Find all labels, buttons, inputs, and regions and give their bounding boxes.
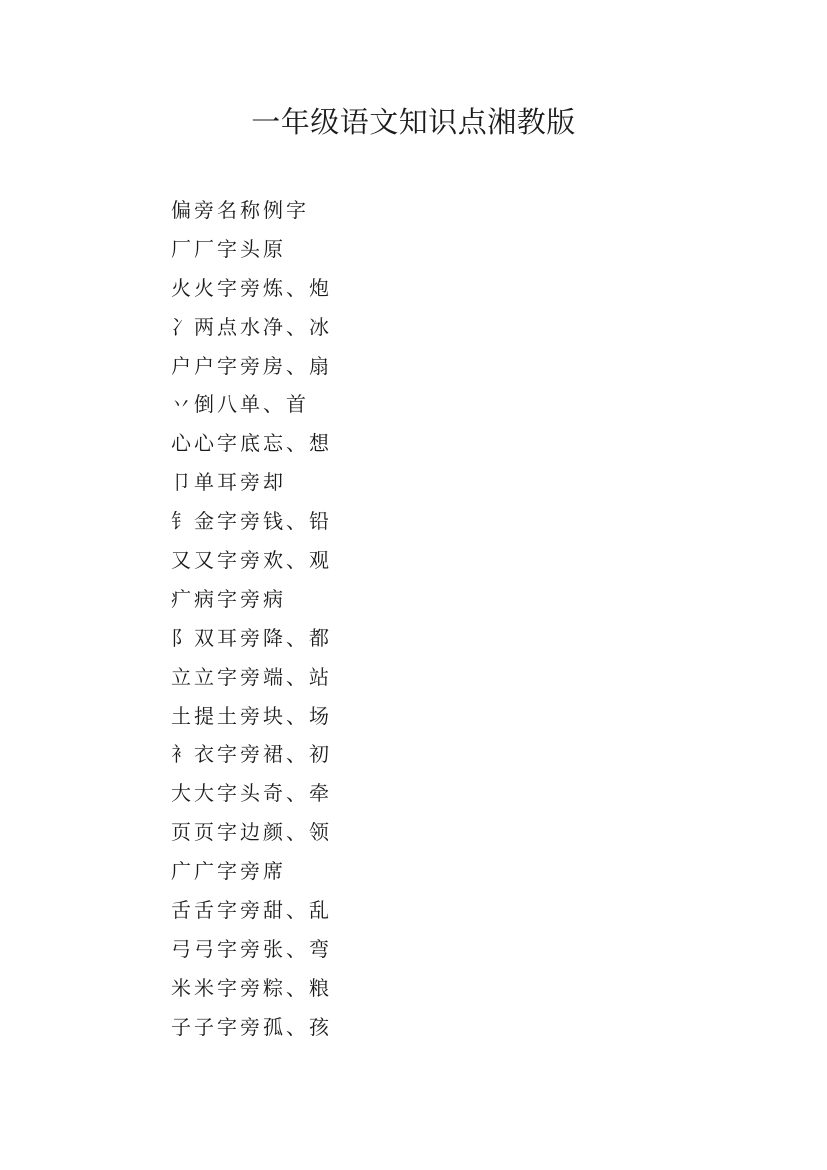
- document-title: 一年级语文知识点湘教版: [251, 105, 576, 139]
- radical-line: 阝双耳旁降、都: [171, 625, 332, 650]
- radical-line: 疒病字旁病: [171, 586, 286, 611]
- radical-line: 土提土旁块、场: [171, 703, 332, 728]
- radical-line: 页页字边颜、领: [171, 820, 332, 845]
- radical-line: 丷倒八单、首: [171, 392, 309, 417]
- radical-line: 大大字头奇、牵: [171, 781, 332, 806]
- radical-line: 火火字旁炼、炮: [171, 275, 332, 300]
- radical-line: 心心字底忘、想: [171, 431, 332, 456]
- radical-line: 又又字旁欢、观: [171, 548, 332, 573]
- radical-line: 广广字旁席: [171, 859, 286, 884]
- radical-line: 厂厂字头原: [171, 236, 286, 261]
- radical-line: 立立字旁端、站: [171, 664, 332, 689]
- radical-line: 米米字旁粽、粮: [171, 975, 332, 1000]
- radical-line: 偏旁名称例字: [171, 198, 309, 222]
- radical-line: 舌舌字旁甜、乱: [171, 898, 332, 923]
- radical-line: 卩单耳旁却: [171, 470, 286, 495]
- radical-line: 弓弓字旁张、弯: [171, 936, 332, 961]
- radical-line: 衤衣字旁裙、初: [171, 742, 332, 767]
- radical-line: 冫两点水净、冰: [171, 314, 332, 339]
- radical-list: [171, 191, 332, 1047]
- radical-line: 钅金字旁钱、铅: [171, 509, 332, 534]
- radical-line: 子子字旁孤、孩: [171, 1014, 332, 1039]
- radical-line: 户户字旁房、扇: [171, 353, 332, 378]
